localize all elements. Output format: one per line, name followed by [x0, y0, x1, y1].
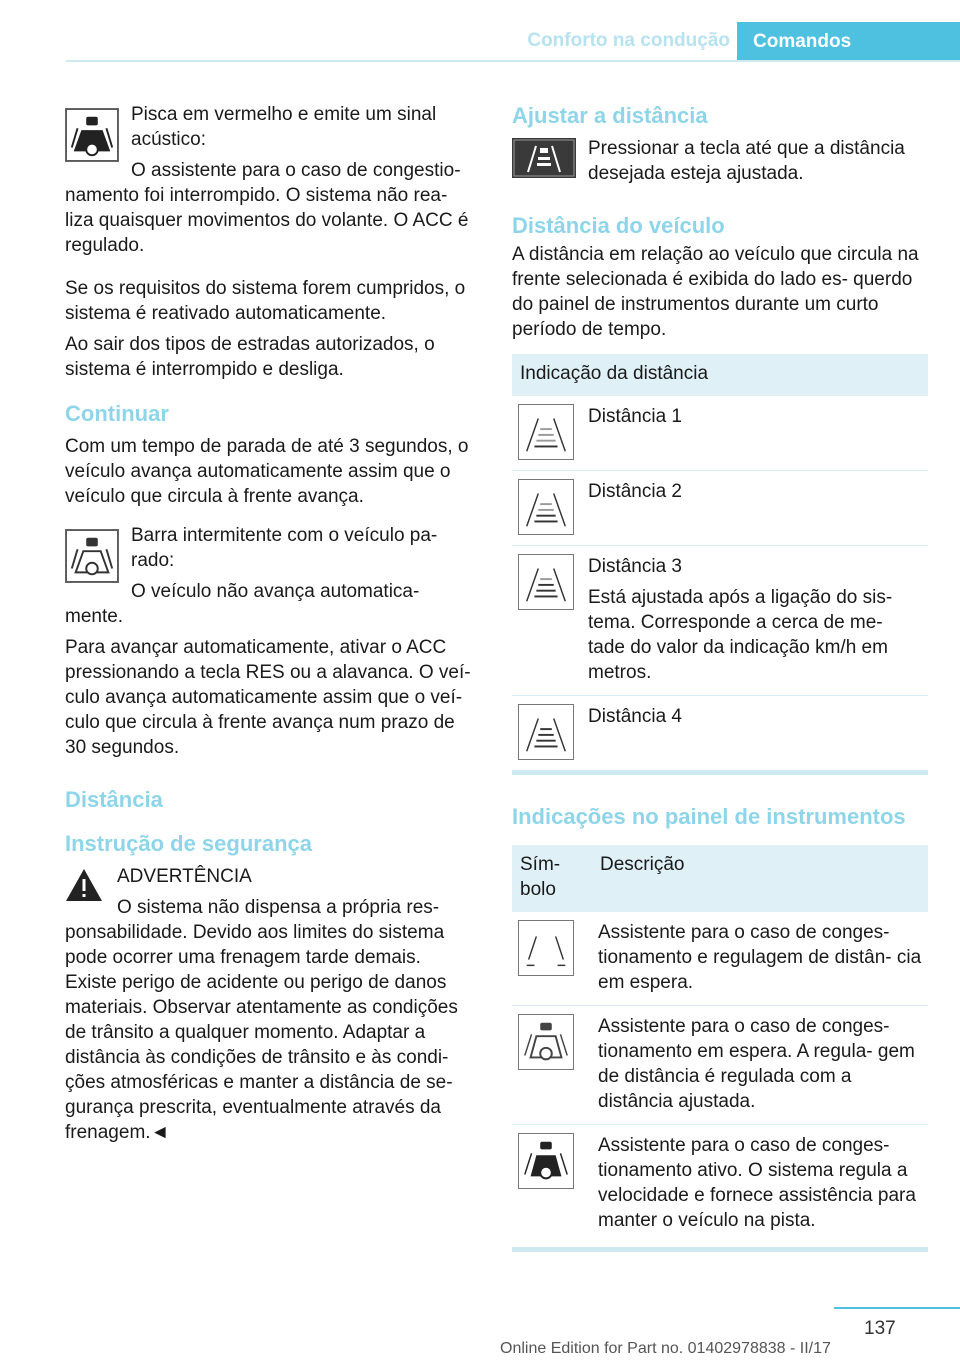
block2-line2: O veículo não avança automatica-: [131, 581, 420, 602]
paragraph-sair: Ao sair dos tipos de estradas autorizados, o sistema é interrompido e desliga.: [65, 334, 435, 380]
table1-header: Indicação da distância: [512, 354, 928, 396]
heading-indicacoes: Indicações no painel de instrumentos: [512, 804, 906, 829]
paragraph-continuar: Com um tempo de parada de até 3 segundos, o veículo avança automaticamente assim que o veículo que circula à frente avança.: [65, 436, 469, 507]
traffic-jam-active-icon: [518, 1133, 574, 1189]
lane-lines-icon: [518, 920, 574, 976]
table-row: [512, 1006, 928, 1125]
block1-continuation: namento foi interrompido. O sistema não rea- liza quaisquer movimentos do volante. O ACC é regulado.: [65, 185, 469, 256]
right-column: [512, 102, 928, 1252]
distance-button-icon: [512, 138, 576, 178]
block2-line1: Barra intermitente com o veículo pa- rado:: [131, 525, 438, 571]
warning-triangle-icon: [65, 868, 103, 902]
header-section-title: Conforto na condução: [527, 30, 730, 51]
header-chapter-tab: Comandos: [737, 22, 960, 61]
red-warning-block: [65, 102, 477, 183]
distance-3-note: Está ajustada após a ligação do sis- tema. Corresponde a cerca de me- tade do valor da indicação km/h em metros.: [588, 587, 893, 683]
warning-line1: O sistema não dispensa a própria res-: [117, 897, 440, 918]
traffic-jam-assistant-standby-icon: [65, 529, 119, 583]
ajustar-text: Pressionar a tecla até que a distância desejada esteja ajustada.: [588, 138, 905, 184]
table2-desc-3: Assistente para o caso de conges- tionamento ativo. O sistema regula a velocidade e fornece assistência para manter o veículo na pista.: [592, 1125, 928, 1250]
table-row: [512, 1125, 928, 1250]
footer-edition: Online Edition for Part no. 01402978838 - II/17: [500, 1340, 831, 1357]
table-row: [512, 546, 928, 696]
heading-instrucao: Instrução de segurança: [65, 831, 312, 856]
footer-rule: [834, 1307, 960, 1309]
table2-desc-2: Assistente para o caso de conges- tionamento em espera. A regula- gem de distância é regulada com a distância ajustada.: [592, 1006, 928, 1125]
left-column: [65, 102, 477, 1155]
table2-desc-1: Assistente para o caso de conges- tionamento e regulagem de distân- cia em espera.: [592, 912, 928, 1006]
traffic-jam-assistant-red-icon: [65, 108, 119, 162]
distance-1-label: Distância 1: [582, 396, 928, 471]
traffic-jam-standby-icon: [518, 1014, 574, 1070]
table-row: [512, 912, 928, 1006]
paragraph-avancar: Para avançar automaticamente, ativar o ACC pressionando a tecla RES ou a alavanca. O veí- culo avança automaticamente assim que o veí- culo que circula à frente avança num prazo de 30 segundos.: [65, 637, 471, 758]
ajustar-block: [512, 136, 928, 192]
header-rule: [66, 60, 960, 62]
paragraph-requisitos: Se os requisitos do sistema forem cumpridos, o sistema é reativado automaticamente.: [65, 278, 466, 324]
block2-continuation: mente.: [65, 606, 124, 627]
heading-ajustar: Ajustar a distância: [512, 103, 708, 128]
instrument-panel-table: [512, 845, 928, 1252]
heading-distancia: Distância: [65, 787, 163, 812]
block1-line2: O assistente para o caso de congestio-: [131, 160, 461, 181]
heading-continuar: Continuar: [65, 401, 169, 426]
paragraph-distancia-veiculo: A distância em relação ao veículo que circula na frente selecionada é exibida do lado es- querdo do painel de instrumentos durante um curto período de tempo.: [512, 244, 919, 340]
distance-2-label: Distância 2: [582, 471, 928, 546]
block1-line1: Pisca em vermelho e emite um sinal acústico:: [131, 104, 437, 150]
table2-col-description: Descrição: [592, 845, 928, 912]
distance-indication-table: [512, 354, 928, 775]
heading-distancia-veiculo: Distância do veículo: [512, 213, 725, 238]
distance-3-label: Distância 3: [588, 556, 682, 577]
page-number: 137: [864, 1318, 896, 1339]
distance-4-label: Distância 4: [582, 696, 928, 773]
bar-blinking-block: [65, 523, 477, 604]
warning-title: ADVERTÊNCIA: [117, 866, 252, 887]
distance-4-icon: [518, 704, 574, 760]
warning-block: [65, 864, 477, 920]
table-row: [512, 471, 928, 546]
warning-continuation: ponsabilidade. Devido aos limites do sistema pode ocorrer uma frenagem tarde demais. Existe perigo de acidente ou perigo de danos materiais. Observar atentamente as condições de trânsito a qualquer momento. Adaptar a distância às condições de trânsito e às condi- ções atmosféricas e manter a distância de se- gurança prescrita, eventualmente através da frenagem.◄: [65, 922, 458, 1143]
distance-3-icon: [518, 554, 574, 610]
distance-1-icon: [518, 404, 574, 460]
distance-2-icon: [518, 479, 574, 535]
table2-col-symbol: Sím- bolo: [512, 845, 592, 912]
table-row: [512, 396, 928, 471]
table-row: [512, 696, 928, 773]
